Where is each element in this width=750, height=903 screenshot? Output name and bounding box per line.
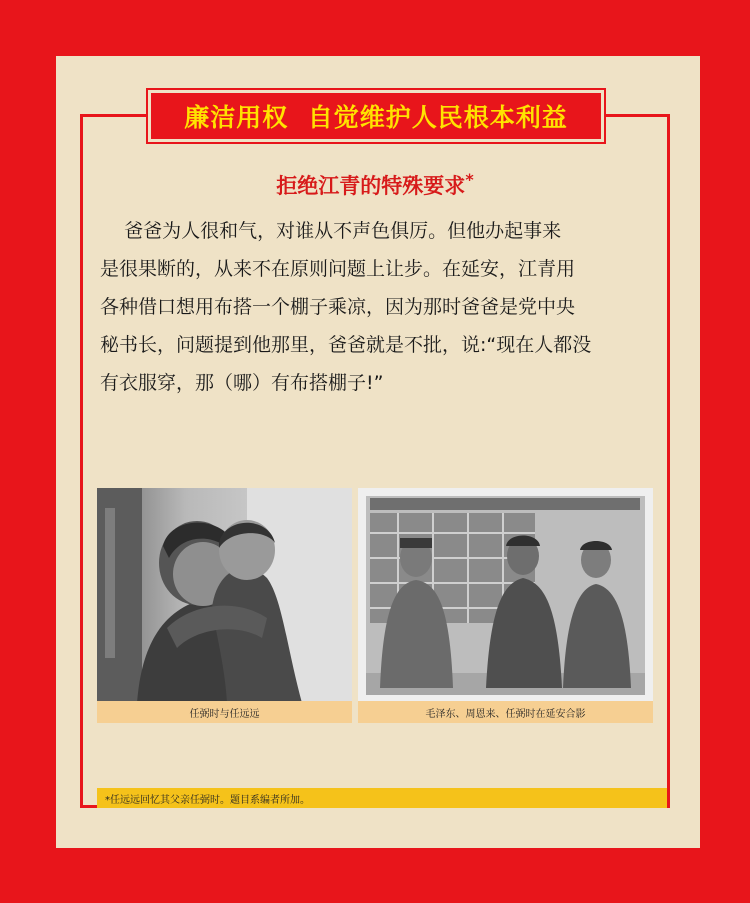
title-banner — [148, 90, 604, 142]
body-line: 有衣服穿，那（哪）有布搭棚子!” — [100, 372, 384, 394]
subtitle-footnote-mark: * — [465, 170, 474, 189]
photo-caption: 毛泽东、周恩来、任弼时在延安合影 — [358, 701, 653, 723]
body-line: 秘书长，问题提到他那里，爸爸就是不批，说:“现在人都没 — [100, 334, 592, 356]
article-body — [100, 212, 665, 402]
subtitle-text: 拒绝江青的特殊要求 — [276, 174, 466, 198]
poster-title: 廉洁用权 自觉维护人民根本利益 — [184, 103, 568, 132]
photo-image — [97, 488, 352, 703]
photo-father-son — [97, 488, 352, 723]
article-subtitle — [0, 170, 750, 200]
photo-caption: 任弼时与任远远 — [97, 701, 352, 723]
body-line: 是很果断的，从来不在原则问题上让步。在延安，江青用 — [100, 258, 576, 280]
footnote: *任远远回忆其父亲任弼时。题目系编者所加。 — [97, 788, 667, 808]
photo-yanan-group — [358, 488, 653, 723]
body-line: 爸爸为人很和气，对谁从不声色俱厉。但他办起事来 — [100, 220, 562, 242]
photo-image — [358, 488, 653, 703]
body-line: 各种借口想用布搭一个棚子乘凉，因为那时爸爸是党中央 — [100, 296, 576, 318]
